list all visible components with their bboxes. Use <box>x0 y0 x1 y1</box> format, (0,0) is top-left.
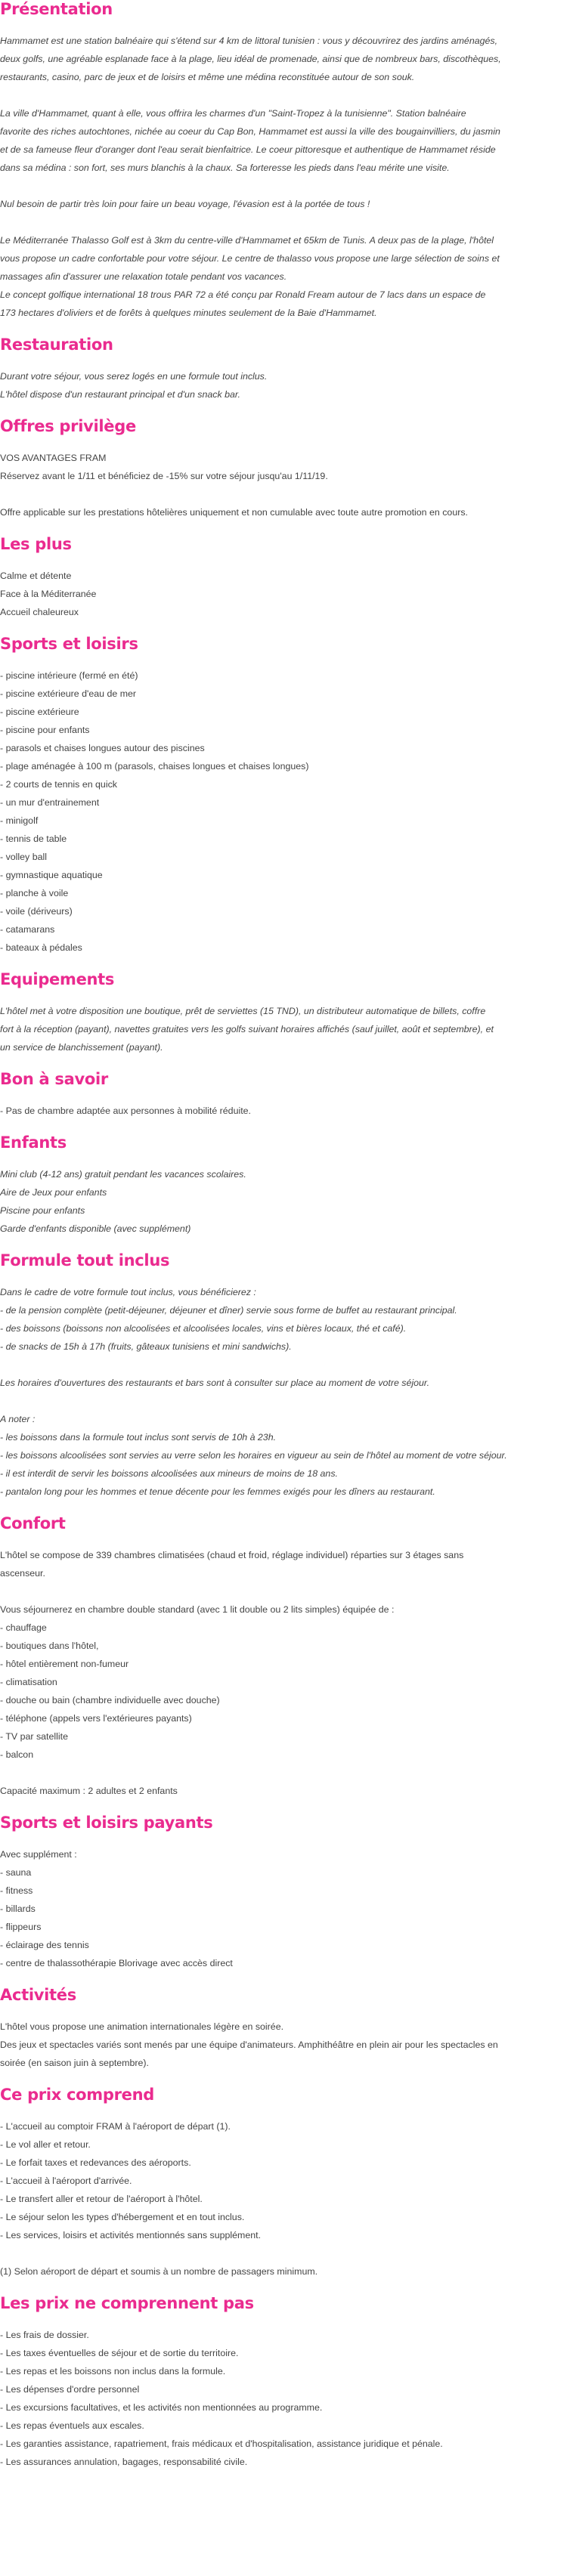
heading-spacer <box>0 1152 573 1165</box>
text-line: Aire de Jeux pour enfants <box>0 1187 107 1198</box>
section-heading: Sports et loisirs <box>0 635 138 653</box>
text-line: - éclairage des tennis <box>0 1940 89 1950</box>
section-body <box>0 1283 573 1501</box>
section-les-plus <box>0 521 573 621</box>
section-heading: Activités <box>0 1986 76 2004</box>
text-line: - centre de thalassothérapie Blorivage avec accès direct <box>0 1958 233 1968</box>
text-line: - piscine extérieure <box>0 707 79 717</box>
section-body <box>0 1002 573 1056</box>
text-line: - Les taxes éventuelles de séjour et de sortie du territoire. <box>0 2348 239 2358</box>
text-line: Calme et détente <box>0 571 72 581</box>
section-heading: Présentation <box>0 0 113 18</box>
text-line: Dans le cadre de votre formule tout inclus, vous bénéficierez : <box>0 1287 256 1297</box>
section-spacer <box>0 1238 573 1251</box>
text-line: - Le séjour selon les types d'hébergement et en tout inclus. <box>0 2212 245 2222</box>
section-spacer <box>0 1120 573 1133</box>
section-activites <box>0 1972 573 2072</box>
section-heading: Sports et loisirs payants <box>0 1814 213 1832</box>
text-line: - plage aménagée à 100 m (parasols, chaises longues et chaises longues) <box>0 761 309 772</box>
section-body <box>0 1546 573 1800</box>
text-line: Le concept golfique international 18 trous PAR 72 a été conçu par Ronald Fream autour de 7 lacs dans un espace de <box>0 289 486 300</box>
section-presentation <box>0 0 573 322</box>
section-heading: Enfants <box>0 1133 67 1152</box>
text-line: Hammamet est une station balnéaire qui s'étend sur 4 km de littoral tunisien : vous y découvrirez des jardins aménagés, <box>0 36 498 46</box>
heading-spacer <box>0 2004 573 2018</box>
section-spacer <box>0 1056 573 1070</box>
text-line: - Les dépenses d'ordre personnel <box>0 2384 140 2395</box>
section-bon-a-savoir <box>0 1056 573 1120</box>
text-line: - un mur d'entrainement <box>0 797 100 808</box>
text-line: L'hôtel met à votre disposition une boutique, prêt de serviettes (15 TND), un distributeur automatique de billets, coffre <box>0 1006 486 1016</box>
text-line: - tennis de table <box>0 833 67 844</box>
section-les-prix-ne-comprennent-pas <box>0 2281 573 2471</box>
section-heading: Bon à savoir <box>0 1070 108 1088</box>
text-line: Offre applicable sur les prestations hôtelières uniquement et non cumulable avec toute autre promotion en cours. <box>0 507 468 518</box>
text-line: - sauna <box>0 1867 32 1878</box>
text-line: - L'accueil à l'aéroport d'arrivée. <box>0 2176 132 2186</box>
section-body <box>0 2326 573 2471</box>
text-line: deux golfs, une agréable esplanade face à la plage, lieu idéal de promenade, ainsi que de nombreux bars, discothèques, <box>0 54 501 64</box>
text-line: (1) Selon aéroport de départ et soumis à un nombre de passagers minimum. <box>0 2266 318 2277</box>
section-heading: Confort <box>0 1514 66 1532</box>
text-line: - billards <box>0 1903 36 1914</box>
heading-spacer <box>0 553 573 567</box>
heading-spacer <box>0 988 573 1002</box>
section-spacer <box>0 521 573 535</box>
heading-spacer <box>0 653 573 666</box>
text-line: - planche à voile <box>0 888 69 898</box>
text-line: - Les services, loisirs et activités mentionnés sans supplément. <box>0 2230 262 2240</box>
text-line: - Le vol aller et retour. <box>0 2139 91 2150</box>
text-line: - boutiques dans l'hôtel, <box>0 1641 99 1651</box>
text-line: - Les repas éventuels aux escales. <box>0 2420 144 2431</box>
text-line: - Les repas et les boissons non inclus dans la formule. <box>0 2366 226 2377</box>
section-body <box>0 2018 573 2072</box>
text-line: - Les frais de dossier. <box>0 2330 89 2340</box>
text-line: un service de blanchissement (payant). <box>0 1042 163 1053</box>
text-line: Les horaires d'ouvertures des restaurants et bars sont à consulter sur place au moment de votre séjour. <box>0 1378 430 1388</box>
section-spacer <box>0 1972 573 1986</box>
section-ce-prix-comprend <box>0 2072 573 2281</box>
text-line: Durant votre séjour, vous serez logés en une formule tout inclus. <box>0 371 268 382</box>
blank-line <box>0 1764 573 1782</box>
text-line: - de snacks de 15h à 17h (fruits, gâteaux tunisiens et mini sandwichs). <box>0 1341 292 1352</box>
text-line: L'hôtel se compose de 339 chambres climatisées (chaud et froid, réglage individuel) réparties sur 3 étages sans <box>0 1550 464 1560</box>
section-enfants <box>0 1120 573 1238</box>
text-line: La ville d'Hammamet, quant à elle, vous offrira les charmes d'un "Saint-Tropez à la tunisienne". Station balnéaire <box>0 108 466 119</box>
text-line: A noter : <box>0 1414 36 1424</box>
section-heading: Les plus <box>0 535 72 553</box>
text-line: - climatisation <box>0 1677 57 1687</box>
text-line: VOS AVANTAGES FRAM <box>0 453 107 463</box>
text-line: - 2 courts de tennis en quick <box>0 779 117 790</box>
text-line: - des boissons (boissons non alcoolisées et alcoolisées locales, vins et bières locaux, thé et café). <box>0 1323 407 1334</box>
text-line: - Les excursions facultatives, et les activités non mentionnées au programme. <box>0 2402 323 2413</box>
section-spacer <box>0 404 573 417</box>
heading-spacer <box>0 2104 573 2117</box>
text-line: - parasols et chaises longues autour des piscines <box>0 743 205 753</box>
heading-spacer <box>0 1269 573 1283</box>
text-line: - gymnastique aquatique <box>0 870 103 880</box>
section-heading: Restauration <box>0 336 113 354</box>
text-line: - TV par satellite <box>0 1731 68 1742</box>
section-body <box>0 367 573 404</box>
section-spacer <box>0 2281 573 2294</box>
text-line: ascenseur. <box>0 1568 45 1579</box>
text-line: - Le forfait taxes et redevances des aéroports. <box>0 2157 191 2168</box>
text-line: et de sa fameuse fleur d'oranger dont l'eau serait bienfaitrice. Le coeur pittoresque et authentique de Hammamet réside <box>0 144 496 155</box>
section-spacer <box>0 322 573 336</box>
text-line: - les boissons dans la formule tout inclus sont servis de 10h à 23h. <box>0 1432 277 1443</box>
text-line: massages afin d'assurer une relaxation totale pendant vos vacances. <box>0 271 287 282</box>
section-spacer <box>0 2072 573 2086</box>
text-line: soirée (en saison juin à septembre). <box>0 2058 149 2068</box>
text-line: - L'accueil au comptoir FRAM à l'aéroport de départ (1). <box>0 2121 231 2132</box>
heading-spacer <box>0 1088 573 1102</box>
section-body <box>0 2117 573 2281</box>
text-line: - flippeurs <box>0 1922 42 1932</box>
text-line: - piscine pour enfants <box>0 725 90 735</box>
heading-spacer <box>0 1832 573 1845</box>
text-line: - volley ball <box>0 852 47 862</box>
section-spacer <box>0 1501 573 1514</box>
blank-line <box>0 2244 573 2262</box>
text-line: - catamarans <box>0 924 55 935</box>
section-confort <box>0 1501 573 1800</box>
section-body <box>0 1845 573 1972</box>
section-body <box>0 1165 573 1238</box>
text-line: - de la pension complète (petit-déjeuner, déjeuner et dîner) servie sous forme de buffet au restaurant principal. <box>0 1305 457 1316</box>
heading-spacer <box>0 1532 573 1546</box>
blank-line <box>0 1392 573 1410</box>
text-line: Accueil chaleureux <box>0 607 79 617</box>
text-line: - bateaux à pédales <box>0 942 82 953</box>
section-heading: Formule tout inclus <box>0 1251 170 1269</box>
section-body <box>0 1102 573 1120</box>
section-sports-et-loisirs <box>0 621 573 957</box>
section-body <box>0 666 573 957</box>
text-line: - téléphone (appels vers l'extérieures payants) <box>0 1713 192 1724</box>
text-line: dans sa médina : son fort, ses murs blanchis à la chaux. Sa forteresse les pieds dans l'eau mérite une visite. <box>0 162 450 173</box>
text-line: fort à la réception (payant), navettes gratuites vers les golfs suivant horaires affichés (sauf juillet, août et septembre), et <box>0 1024 494 1034</box>
text-line: 173 hectares d'oliviers et de forêts à quelques minutes seulement de la Baie d'Hammamet. <box>0 308 377 318</box>
text-line: - hôtel entièrement non-fumeur <box>0 1659 129 1669</box>
section-heading: Equipements <box>0 970 115 988</box>
text-line: - Les assurances annulation, bagages, responsabilité civile. <box>0 2457 248 2467</box>
section-body <box>0 32 573 322</box>
blank-line <box>0 86 573 104</box>
text-line: Avec supplément : <box>0 1849 77 1860</box>
blank-line <box>0 213 573 231</box>
text-line: Nul besoin de partir très loin pour faire un beau voyage, l'évasion est à la portée de tous ! <box>0 199 370 209</box>
text-line: favorite des riches autochtones, nichée au coeur du Cap Bon, Hammamet est aussi la ville des bougainvilliers, du jasmin <box>0 126 500 137</box>
text-line: - il est interdit de servir les boissons alcoolisées aux mineurs de moins de 18 ans. <box>0 1468 338 1479</box>
text-line: - balcon <box>0 1749 34 1760</box>
section-spacer <box>0 957 573 970</box>
section-spacer <box>0 1800 573 1814</box>
text-line: restaurants, casino, parc de jeux et de loisirs et même une médina reconstituée autour de son souk. <box>0 72 415 82</box>
text-line: Face à la Méditerranée <box>0 589 97 599</box>
text-line: - piscine intérieure (fermé en été) <box>0 670 138 681</box>
text-line: Le Méditerranée Thalasso Golf est à 3km du centre-ville d'Hammamet et 65km de Tunis. A deux pas de la plage, l'hôtel <box>0 235 494 246</box>
text-line: vous propose un cadre confortable pour votre séjour. Le centre de thalasso vous propose une large sélection de soins et <box>0 253 500 264</box>
text-line: - fitness <box>0 1885 33 1896</box>
section-spacer <box>0 621 573 635</box>
text-line: - Les garanties assistance, rapatriement, frais médicaux et d'hospitalisation, assistance juridique et pénale. <box>0 2438 443 2449</box>
text-line: Vous séjournerez en chambre double standard (avec 1 lit double ou 2 lits simples) équipée de : <box>0 1604 395 1615</box>
text-line: - minigolf <box>0 815 39 826</box>
blank-line <box>0 485 573 503</box>
heading-spacer <box>0 2312 573 2326</box>
section-heading: Ce prix comprend <box>0 2086 154 2104</box>
blank-line <box>0 1356 573 1374</box>
section-sports-et-loisirs-payants <box>0 1800 573 1972</box>
heading-spacer <box>0 435 573 449</box>
section-heading: Les prix ne comprennent pas <box>0 2294 254 2312</box>
section-heading: Offres privilège <box>0 417 136 435</box>
blank-line <box>0 1582 573 1600</box>
section-equipements <box>0 957 573 1056</box>
text-line: - chauffage <box>0 1622 47 1633</box>
text-line: - Pas de chambre adaptée aux personnes à mobilité réduite. <box>0 1106 251 1116</box>
text-line: - douche ou bain (chambre individuelle avec douche) <box>0 1695 220 1705</box>
text-line: - piscine extérieure d'eau de mer <box>0 688 137 699</box>
text-line: Mini club (4-12 ans) gratuit pendant les vacances scolaires. <box>0 1169 246 1180</box>
section-offres-privilege <box>0 404 573 521</box>
text-line: - voile (dériveurs) <box>0 906 73 917</box>
text-line: Garde d'enfants disponible (avec supplément) <box>0 1223 191 1234</box>
section-restauration <box>0 322 573 404</box>
text-line: Capacité maximum : 2 adultes et 2 enfants <box>0 1786 178 1796</box>
text-line: Piscine pour enfants <box>0 1205 85 1216</box>
text-line: - Le transfert aller et retour de l'aéroport à l'hôtel. <box>0 2194 203 2204</box>
text-line: L'hôtel vous propose une animation internationales légère en soirée. <box>0 2021 284 2032</box>
text-line: Réservez avant le 1/11 et bénéficiez de -15% sur votre séjour jusqu'au 1/11/19. <box>0 471 328 481</box>
section-body <box>0 567 573 621</box>
section-formule-tout-inclus <box>0 1238 573 1501</box>
heading-spacer <box>0 354 573 367</box>
text-line: - les boissons alcoolisées sont servies au verre selon les horaires en vigueur au sein de l'hôtel au moment de votre séjour. <box>0 1450 507 1461</box>
section-body <box>0 449 573 521</box>
text-line: L'hôtel dispose d'un restaurant principal et d'un snack bar. <box>0 389 240 400</box>
blank-line <box>0 177 573 195</box>
heading-spacer <box>0 18 573 32</box>
text-line: Des jeux et spectacles variés sont menés par une équipe d'animateurs. Amphithéâtre en plein air pour les spectacles en <box>0 2039 498 2050</box>
text-line: - pantalon long pour les hommes et tenue décente pour les femmes exigés pour les dîners au restaurant. <box>0 1486 435 1497</box>
